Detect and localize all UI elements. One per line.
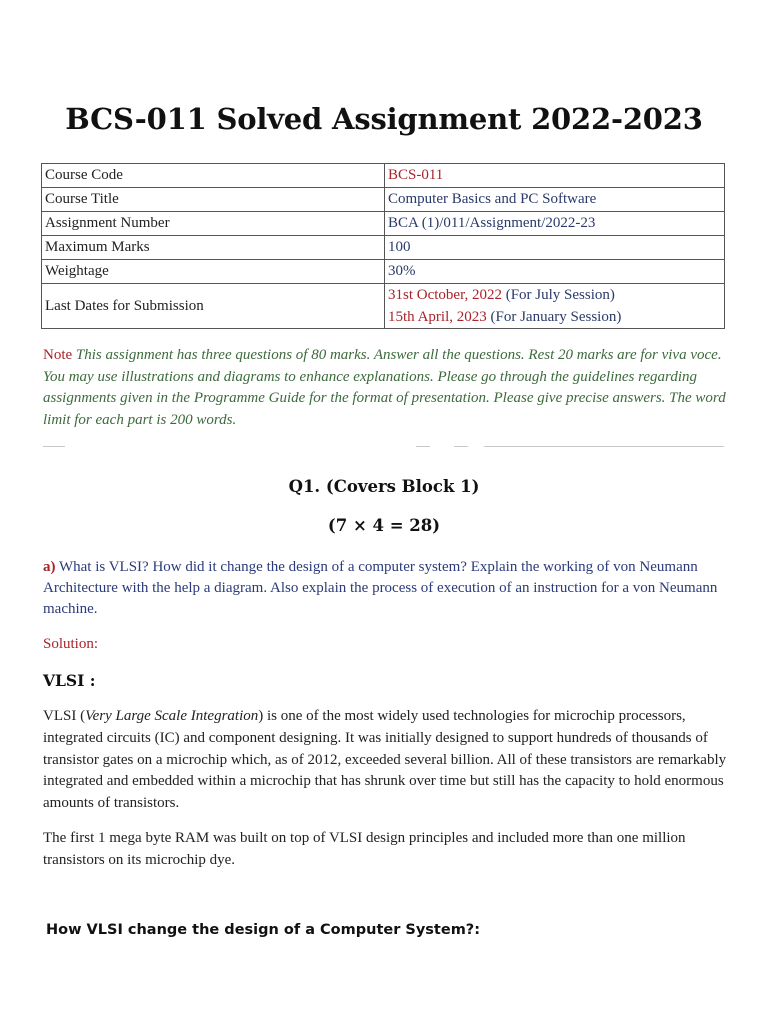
weightage-value: 30% [385,260,725,284]
assignment-number-value: BCA (1)/011/Assignment/2022-23 [385,212,725,236]
row-label: Course Code [42,164,385,188]
note-text: This assignment has three questions of 80 marks. Answer all the questions. Rest 20 marks are for viva voce. You may use illustrations and diagrams to enhance explanations. Please go through the guidelines regarding assignments given in the Programme Guide for the format of presentation. Please give precise answers. The word limit for each part is 200 words. [43,347,726,428]
para-emphasis: Very Large Scale Integration [85,708,259,724]
session-label: (For July Session) [505,287,615,303]
table-row [42,212,725,236]
submission-dates-value [385,284,725,329]
row-label: Weightage [42,260,385,284]
submission-date: 31st October, 2022 [388,287,502,303]
assignment-note [43,345,727,431]
para-rest: ) is one of the most widely used technologies for microchip processors, integrated circuits (IC) and component designing. It was initially designed to support hundreds of thousands of transistor gates on a microchip which, as of 2012, exceeded several billion. All of these transistors are remarkably integrated and embedded within a microchip that has shrunk over time but still has the capacity to hold enormous amounts of transistors. [43,708,727,812]
section-heading-vlsi: VLSI : [43,671,96,690]
july-session-line [388,284,721,306]
part-text: What is VLSI? How did it change the design of a computer system? Explain the working of von Neumann Architecture with the help a diagram. Also explain the process of execution of an instruction for a von Neumann machine. [43,559,718,617]
table-row [42,260,725,284]
para-prefix: VLSI ( [43,708,86,724]
session-label: (For January Session) [490,309,622,325]
divider [416,446,430,447]
table-row [42,236,725,260]
section-heading-design-change: How VLSI change the design of a Computer System?: [46,922,481,938]
assignment-info-table [41,163,725,329]
table-row [42,284,725,329]
question-marks: (7 × 4 = 28) [327,516,441,535]
divider [43,446,65,447]
question-heading: Q1. (Covers Block 1) [288,477,480,496]
question-part-a [43,557,733,620]
note-label: Note [43,347,73,363]
course-title-value: Computer Basics and PC Software [385,188,725,212]
page-title: BCS-011 Solved Assignment 2022-2023 [65,102,703,136]
table-row [42,188,725,212]
submission-date: 15th April, 2023 [388,309,487,325]
row-label: Assignment Number [42,212,385,236]
table-row [42,164,725,188]
ram-paragraph: The first 1 mega byte RAM was built on top of VLSI design principles and included more than one million transistors on its microchip dye. [43,830,686,868]
maximum-marks-value: 100 [385,236,725,260]
vlsi-paragraph [43,706,733,815]
divider [454,446,468,447]
row-label: Course Title [42,188,385,212]
january-session-line [388,306,721,328]
row-label: Maximum Marks [42,236,385,260]
course-code-value: BCS-011 [385,164,725,188]
part-label: a) [43,559,56,575]
solution-label: Solution: [43,636,99,652]
row-label: Last Dates for Submission [42,284,385,329]
divider [484,446,724,447]
